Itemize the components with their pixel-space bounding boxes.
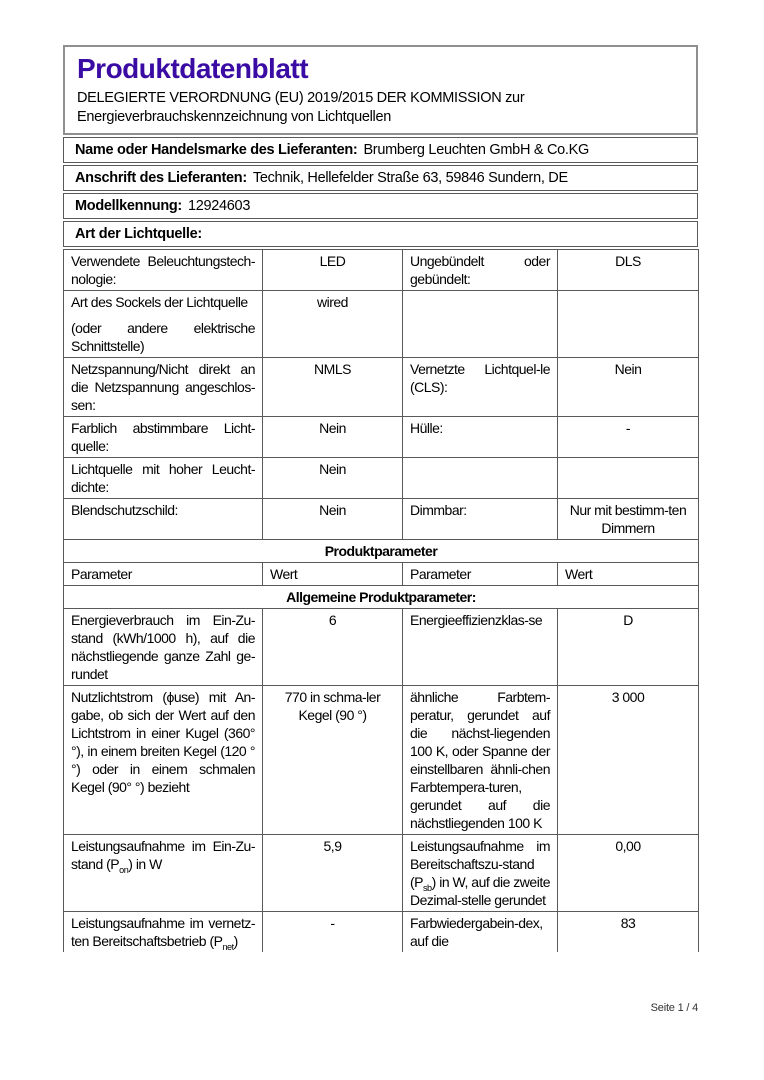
supplier-address-label: Anschrift des Lieferanten: (75, 170, 247, 186)
param-cell: Energieeffizienzklas-se (403, 609, 558, 686)
light-source-type-label: Art der Lichtquelle: (75, 226, 202, 242)
section-header-row (64, 586, 699, 609)
subtitle-line-1: DELEGIERTE VERORDNUNG (EU) 2019/2015 DER KOMMISSION zur (77, 90, 525, 106)
param-cell: Leistungsaufnahme im Ein-Zu-stand $(P_{on})$ in W (64, 835, 263, 912)
supplier-name-label: Name oder Handelsmarke des Lieferanten: (75, 142, 358, 158)
table-row (64, 358, 699, 417)
param-cell (403, 291, 558, 358)
product-parameters-table (63, 249, 699, 952)
title-section (63, 45, 698, 135)
value-cell: LED (263, 250, 403, 291)
value-cell: - (263, 912, 403, 953)
param-cell (64, 291, 263, 358)
column-header: Wert (558, 563, 699, 586)
value-cell: Nein (263, 458, 403, 499)
value-cell: Nein (558, 358, 699, 417)
column-header: Wert (263, 563, 403, 586)
value-cell: 770 in schma-ler Kegel (90 °) (263, 686, 403, 835)
value-cell: 6 (263, 609, 403, 686)
param-cell: Farbwiedergabein-dex, auf die (403, 912, 558, 953)
value-cell: 0,00 (558, 835, 699, 912)
value-cell: Nein (263, 417, 403, 458)
table-row-cut-by-page-break (64, 912, 699, 953)
section-header-row (64, 540, 699, 563)
param-cell: Verwendete Beleuchtungstech-nologie: (64, 250, 263, 291)
value-cell (558, 291, 699, 358)
produktparameter-header: Produktparameter (64, 540, 699, 563)
param-cell: Vernetzte Lichtquel-le (CLS): (403, 358, 558, 417)
param-cell: Farblich abstimmbare Licht-quelle: (64, 417, 263, 458)
column-header: Parameter (64, 563, 263, 586)
value-cell: 83 (558, 912, 699, 953)
param-cell: Netzspannung/Nicht direkt an die Netzspannung angeschlos-sen: (64, 358, 263, 417)
table-row (64, 250, 699, 291)
table-row (64, 417, 699, 458)
value-cell: D (558, 609, 699, 686)
param-cell: Lichtquelle mit hoher Leucht-dichte: (64, 458, 263, 499)
value-cell: - (558, 417, 699, 458)
param-cell: Leistungsaufnahme im Bereitschaftszu-stand $(P_{sb})$ in W, auf die zweite Dezimal-stelle gerundet (403, 835, 558, 912)
param-text-part-1: Art des Sockels der Lichtquelle (71, 294, 248, 310)
param-cell: Energieverbrauch im Ein-Zu-stand (kWh/1000 h), auf die nächstliegende ganze Zahl ge-rundet (64, 609, 263, 686)
param-cell: ähnliche Farbtem-peratur, gerundet auf die nächst-liegenden 100 K, oder Spanne der einstellbaren ähnli-chen Farbtempera-turen, gerundet auf die nächstliegenden 100 K (403, 686, 558, 835)
table-row (64, 458, 699, 499)
page-number: Seite 1 / 4 (650, 1002, 698, 1014)
light-source-type-row (63, 221, 698, 247)
param-cell (403, 458, 558, 499)
value-cell: 5,9 (263, 835, 403, 912)
param-cell: Hülle: (403, 417, 558, 458)
param-cell: Leistungsaufnahme im vernetz-ten Bereitschaftsbetrieb $(P_{net})$ (64, 912, 263, 953)
allgemeine-produktparameter-header: Allgemeine Produktparameter: (64, 586, 699, 609)
supplier-address-value: Technik, Hellefelder Straße 63, 59846 Sundern, DE (252, 170, 568, 186)
param-cell: Ungebündelt oder gebündelt: (403, 250, 558, 291)
table-row (64, 609, 699, 686)
param-text-part-2: (oder andere elektrische Schnittstelle) (71, 320, 255, 354)
value-cell: Nur mit bestimm-ten Dimmern (558, 499, 699, 540)
value-cell: NMLS (263, 358, 403, 417)
column-header: Parameter (403, 563, 558, 586)
table-row (64, 291, 699, 358)
supplier-name-value: Brumberg Leuchten GmbH & Co.KG (363, 142, 589, 158)
value-cell: Nein (263, 499, 403, 540)
param-cell: Dimmbar: (403, 499, 558, 540)
table-row (64, 835, 699, 912)
value-cell: 3 000 (558, 686, 699, 835)
datasheet (63, 45, 698, 952)
page-title: Produktdatenblatt (77, 53, 309, 84)
subtitle-line-2: Energieverbrauchskennzeichnung von Lichtquellen (77, 109, 391, 125)
document-subtitle (77, 89, 684, 127)
param-cell: Nutzlichtstrom (ϕuse) mit An-gabe, ob sich der Wert auf den Lichtstrom in einer Kugel (360° °), in einem breiten Kegel (120 °°) oder in einem schmalen Kegel (90° °) bezieht (64, 686, 263, 835)
table-row (64, 686, 699, 835)
model-id-value: 12924603 (187, 198, 251, 214)
value-cell (558, 458, 699, 499)
table-row (64, 499, 699, 540)
model-id-row (63, 193, 698, 219)
model-id-label: Modellkennung: (75, 198, 182, 214)
value-cell: wired (263, 291, 403, 358)
supplier-address-row (63, 165, 698, 191)
value-cell: DLS (558, 250, 699, 291)
param-cell: Blendschutzschild: (64, 499, 263, 540)
column-header-row (64, 563, 699, 586)
supplier-name-row (63, 137, 698, 163)
